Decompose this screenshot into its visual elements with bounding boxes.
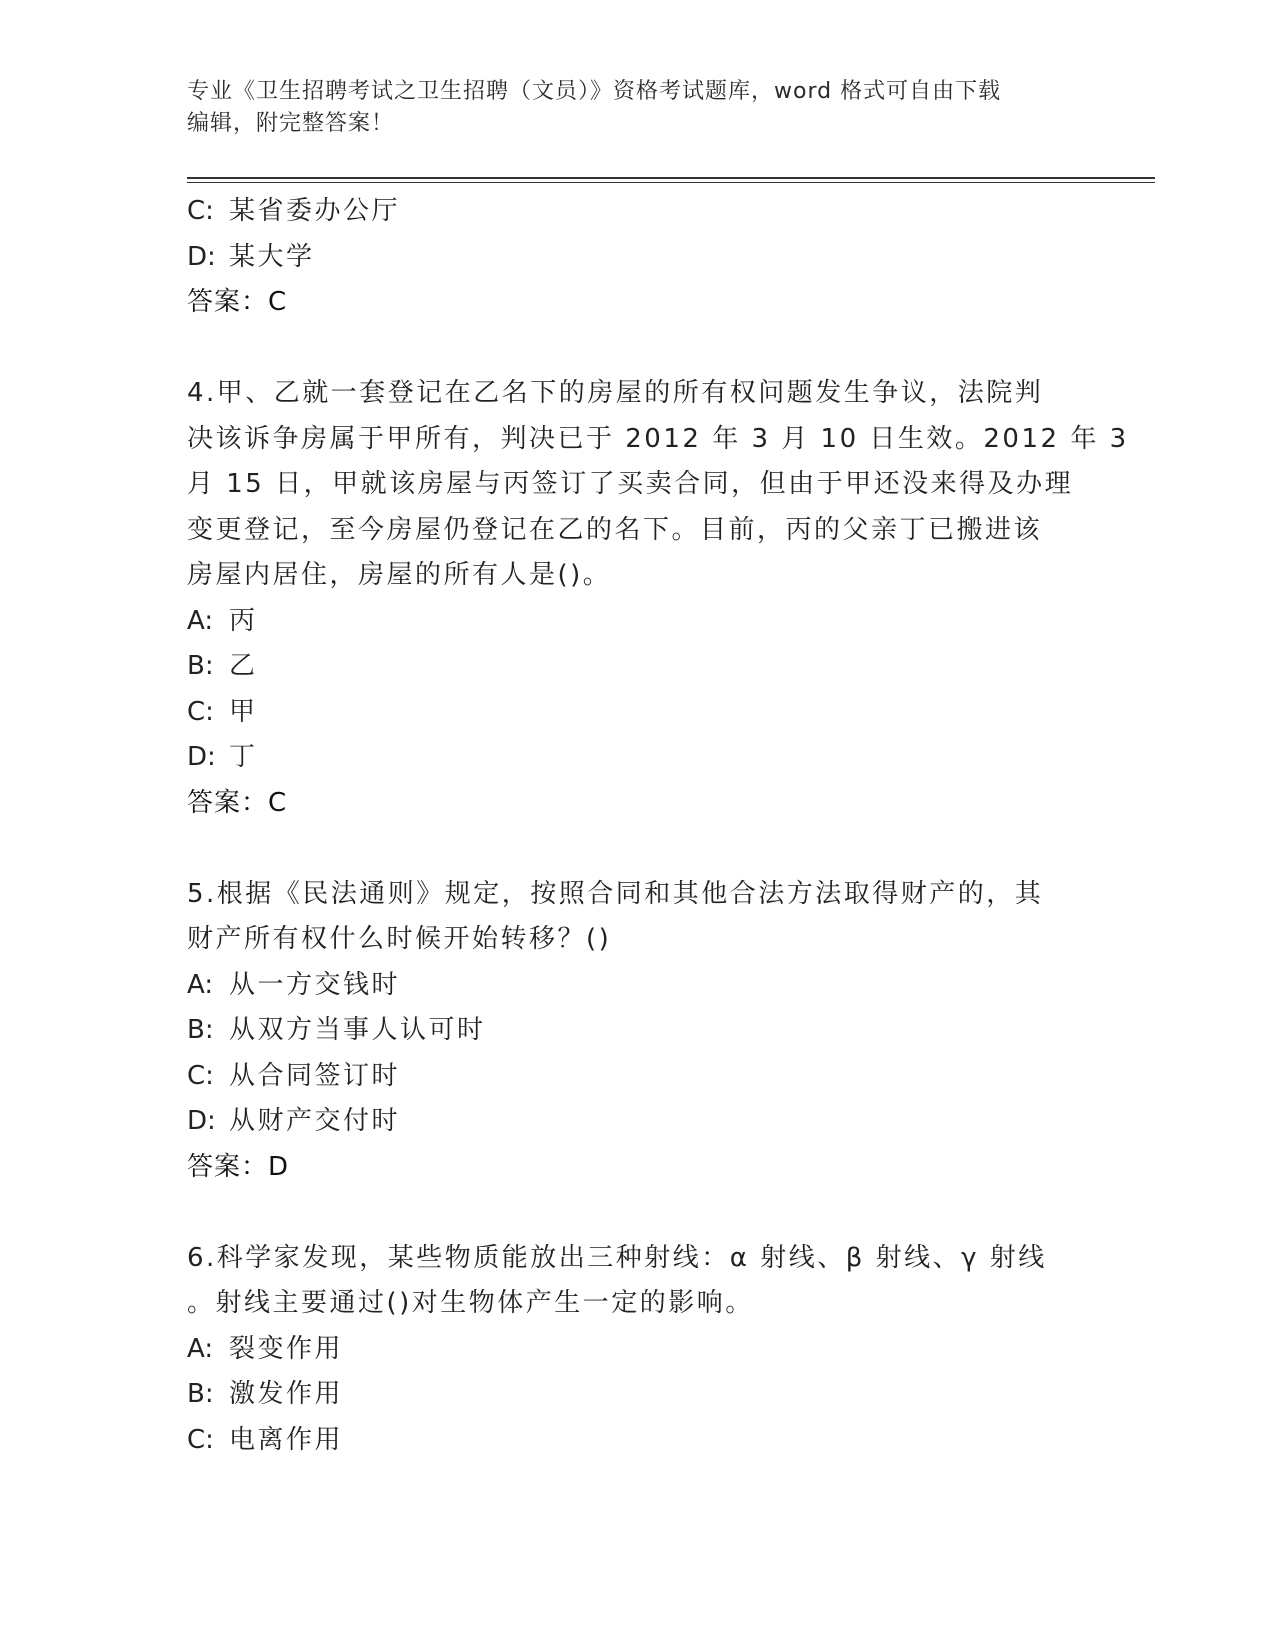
option-c xyxy=(187,1054,1087,1100)
question-6 xyxy=(187,1236,1087,1464)
option-text: 丙 xyxy=(229,605,258,636)
question-text-line: 4.甲、乙就一套登记在乙名下的房屋的所有权问题发生争议，法院判 xyxy=(187,378,1044,408)
option-d xyxy=(187,735,1087,781)
option-letter: C: xyxy=(187,196,214,226)
option-a xyxy=(187,599,1087,645)
question-text-line: 财产所有权什么时候开始转移？() xyxy=(187,924,612,954)
option-a xyxy=(187,1327,1087,1373)
option-text: 从财产交付时 xyxy=(229,1106,401,1136)
option-text: 从双方当事人认可时 xyxy=(229,1015,486,1045)
question-text-line: 6.科学家发现，某些物质能放出三种射线：α 射线、β 射线、γ 射线 xyxy=(187,1242,1047,1273)
spacer xyxy=(187,826,1087,872)
header-divider-thick xyxy=(187,177,1155,179)
option-text: 丁 xyxy=(229,742,258,772)
option-b xyxy=(187,1008,1087,1054)
question-text-line: 5.根据《民法通则》规定，按照合同和其他合法方法取得财产的，其 xyxy=(187,878,1044,909)
option-letter: A: xyxy=(187,969,214,1000)
option-text: 激发作用 xyxy=(229,1379,344,1409)
option-letter: B: xyxy=(187,1379,214,1409)
option-text: 裂变作用 xyxy=(229,1333,344,1364)
option-letter: B: xyxy=(187,651,214,681)
option-letter: A: xyxy=(187,1333,214,1364)
option-letter: C: xyxy=(187,696,214,727)
question-text-line: 房屋内居住，房屋的所有人是()。 xyxy=(187,560,612,590)
option-d xyxy=(187,235,1087,281)
option-b xyxy=(187,644,1087,690)
question-text-line: 月 15 日，甲就该房屋与丙签订了买卖合同，但由于甲还没来得及办理 xyxy=(187,469,1074,499)
question-5 xyxy=(187,872,1087,1191)
page-header xyxy=(187,76,1067,140)
option-letter: B: xyxy=(187,1015,214,1045)
answer: 答案：D xyxy=(187,1151,290,1182)
option-text: 某省委办公厅 xyxy=(229,196,401,226)
option-text: 乙 xyxy=(229,651,258,681)
option-text: 电离作用 xyxy=(229,1424,344,1455)
header-line-2: 编辑，附完整答案！ xyxy=(187,111,395,136)
option-a xyxy=(187,963,1087,1009)
option-letter: C: xyxy=(187,1060,214,1091)
spacer xyxy=(187,326,1087,372)
question-text-line: 。射线主要通过()对生物体产生一定的影响。 xyxy=(187,1288,754,1318)
option-text: 某大学 xyxy=(229,241,315,272)
question-text-line: 变更登记，至今房屋仍登记在乙的名下。目前，丙的父亲丁已搬进该 xyxy=(187,514,1043,545)
option-c xyxy=(187,690,1087,736)
option-c xyxy=(187,1418,1087,1464)
answer: 答案：C xyxy=(187,787,288,818)
option-letter: D: xyxy=(187,1106,216,1136)
option-c xyxy=(187,189,1087,235)
header-divider-thin xyxy=(187,182,1155,183)
question-4 xyxy=(187,371,1129,826)
option-letter: A: xyxy=(187,605,214,636)
option-letter: D: xyxy=(187,742,216,772)
header-line-1: 专业《卫生招聘考试之卫生招聘（文员）》资格考试题库，word 格式可自由下载 xyxy=(187,79,1002,104)
answer: 答案：C xyxy=(187,287,288,317)
question-3-tail xyxy=(187,189,1087,326)
question-content xyxy=(187,189,1129,1463)
option-text: 甲 xyxy=(229,696,258,727)
option-text: 从合同签订时 xyxy=(229,1060,401,1091)
option-letter: D: xyxy=(187,241,216,272)
option-letter: C: xyxy=(187,1424,214,1455)
question-text-line: 决该诉争房属于甲所有，判决已于 2012 年 3 月 10 日生效。2012 年 3 xyxy=(187,423,1129,454)
spacer xyxy=(187,1190,1087,1236)
option-d xyxy=(187,1099,1087,1145)
option-text: 从一方交钱时 xyxy=(229,969,401,1000)
option-b xyxy=(187,1372,1087,1418)
